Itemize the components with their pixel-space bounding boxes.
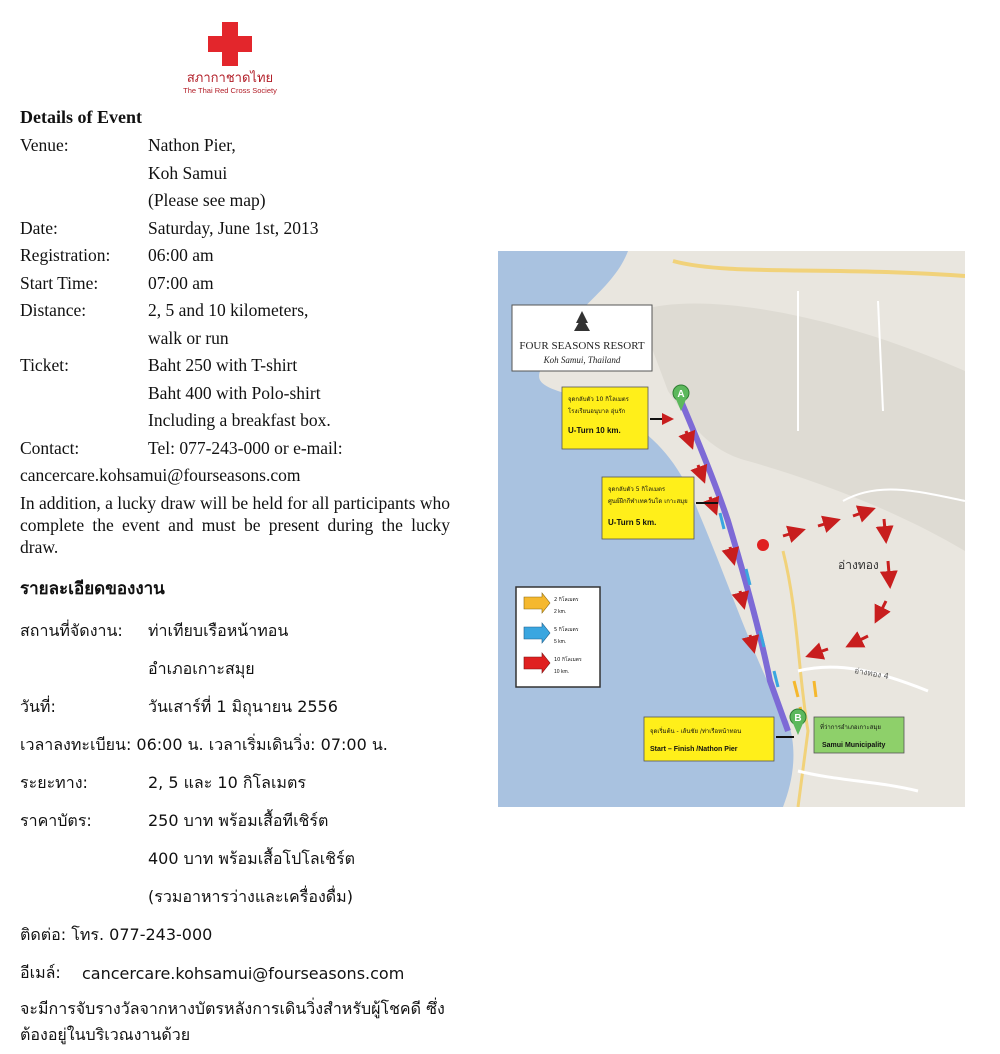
detail-value: 400 บาท พร้อมเสื้อโปโลเชิร์ต bbox=[148, 848, 355, 868]
detail-row bbox=[20, 650, 460, 688]
detail-row bbox=[20, 215, 450, 243]
uturn10-en: U-Turn 10 km. bbox=[568, 426, 621, 435]
detail-row bbox=[20, 325, 450, 353]
detail-label: Ticket: bbox=[20, 355, 69, 375]
uturn5-th1: จุดกลับตัว 5 กิโลเมตร bbox=[608, 486, 666, 493]
municipality-en: Samui Municipality bbox=[822, 742, 886, 749]
legend-5km-en: 5 km. bbox=[554, 639, 567, 645]
detail-label: ราคาบัตร: bbox=[20, 810, 92, 830]
uturn5-th2: ศูนย์ฝึกกีฬาเทควันโด เกาะสมุย bbox=[608, 498, 688, 505]
detail-value: ท่าเทียบเรือหน้าทอน bbox=[148, 620, 289, 640]
thai-title: รายละเอียดของงาน bbox=[20, 579, 165, 599]
detail-value: Koh Samui bbox=[148, 162, 228, 183]
route-map bbox=[498, 251, 965, 807]
town-label: อ่างทอง bbox=[838, 558, 879, 572]
detail-value: (Please see map) bbox=[148, 190, 266, 210]
detail-value: (รวมอาหารว่างและเครื่องดื่ม) bbox=[148, 886, 353, 906]
thai-registration-line: เวลาลงทะเบียน: 06:00 น. เวลาเริ่มเดินวิ่ง: 07:00 น. bbox=[20, 734, 388, 754]
detail-row bbox=[20, 297, 450, 325]
detail-label: Venue: bbox=[20, 135, 69, 155]
uturn5-en: U-Turn 5 km. bbox=[608, 518, 657, 527]
detail-label bbox=[20, 187, 148, 215]
detail-label bbox=[20, 380, 148, 408]
four-seasons-logo-box bbox=[512, 305, 652, 371]
municipality-th: ที่ว่าการอำเภอเกาะสมุย bbox=[820, 724, 881, 731]
map-legend bbox=[516, 587, 600, 687]
uturn10-th2: โรงเรียนอนุบาล อุ่นรัก bbox=[568, 408, 626, 415]
detail-label: Date: bbox=[20, 217, 58, 238]
red-cross-icon bbox=[208, 22, 252, 66]
detail-label: ระยะทาง: bbox=[20, 772, 88, 792]
municipality-box bbox=[814, 717, 904, 753]
road-label: อ่างทอง 4 bbox=[853, 666, 890, 682]
detail-value: 06:00 am bbox=[148, 245, 214, 265]
lucky-draw-note: In addition, a lucky draw will be held for all participants who complete the event and must be present during the lucky draw. bbox=[20, 492, 450, 557]
detail-label: Distance: bbox=[20, 300, 87, 320]
detail-row bbox=[20, 160, 450, 188]
detail-row bbox=[20, 132, 450, 160]
legend-10km-th: 10 กิโลเมตร bbox=[554, 657, 582, 663]
uturn-5km-box bbox=[602, 477, 694, 539]
detail-row bbox=[20, 270, 450, 298]
detail-row bbox=[20, 242, 450, 270]
detail-row bbox=[20, 187, 450, 215]
detail-row bbox=[20, 840, 460, 878]
detail-value: Including a breakfast box. bbox=[148, 410, 331, 430]
detail-label bbox=[20, 407, 148, 435]
detail-value: Tel: 077-243-000 or e-mail: bbox=[148, 437, 343, 458]
detail-row bbox=[20, 435, 450, 463]
detail-value: 2, 5 และ 10 กิโลเมตร bbox=[148, 772, 306, 792]
detail-label: Registration: bbox=[20, 245, 111, 265]
legend-2km-en: 2 km. bbox=[554, 609, 567, 615]
thai-contact-line: ติดต่อ: โทร. 077-243-000 bbox=[20, 924, 213, 944]
detail-row bbox=[20, 407, 450, 435]
detail-label: วันที่: bbox=[20, 696, 56, 716]
detail-value: Baht 250 with T-shirt bbox=[148, 355, 298, 375]
legend-2km-th: 2 กิโลเมตร bbox=[554, 597, 579, 603]
logo-thai-name: สภากาชาดไทย bbox=[186, 71, 274, 86]
taekwondo-marker-icon bbox=[757, 539, 769, 551]
detail-value: Baht 400 with Polo-shirt bbox=[148, 382, 321, 403]
uturn-10km-box bbox=[562, 387, 648, 449]
thai-email-label: อีเมล์: bbox=[20, 962, 61, 982]
thai-lucky-draw-note: จะมีการจับรางวัลจากหางบัตรหลังการเดินวิ่งสำหรับผู้โชคดี ซึ่งต้องอยู่ในบริเวณงานด้วย bbox=[20, 999, 445, 1044]
detail-row bbox=[20, 612, 460, 650]
detail-row bbox=[20, 878, 460, 916]
detail-value: 07:00 am bbox=[148, 272, 214, 293]
thai-red-cross-logo bbox=[170, 22, 290, 96]
english-details bbox=[20, 106, 450, 558]
detail-label bbox=[20, 325, 148, 353]
start-finish-box bbox=[644, 717, 774, 761]
uturn10-th1: จุดกลับตัว 10 กิโลเมตร bbox=[568, 396, 629, 403]
detail-label bbox=[20, 160, 148, 188]
detail-value: 2, 5 and 10 kilometers, bbox=[148, 300, 309, 320]
thai-email-row bbox=[20, 954, 460, 992]
detail-value: Saturday, June 1st, 2013 bbox=[148, 217, 319, 238]
logo-english-name: The Thai Red Cross Society bbox=[183, 86, 277, 95]
detail-row bbox=[20, 764, 460, 802]
marker-a-label: A bbox=[677, 389, 685, 400]
detail-value: วันเสาร์ที่ 1 มิถุนายน 2556 bbox=[148, 696, 338, 716]
marker-b-label: B bbox=[794, 713, 802, 724]
detail-row bbox=[20, 688, 460, 726]
thai-details bbox=[20, 576, 460, 1048]
detail-row bbox=[20, 802, 460, 840]
detail-value: อำเภอเกาะสมุย bbox=[148, 658, 255, 678]
resort-sub: Koh Samui, Thailand bbox=[543, 355, 621, 365]
detail-label: Start Time: bbox=[20, 272, 99, 293]
start-en: Start – Finish /Nathon Pier bbox=[650, 746, 738, 753]
detail-value: walk or run bbox=[148, 327, 229, 348]
resort-name: FOUR SEASONS RESORT bbox=[519, 340, 645, 352]
detail-label: Contact: bbox=[20, 437, 80, 458]
detail-value: 250 บาท พร้อมเสื้อทีเชิร์ต bbox=[148, 810, 329, 830]
detail-label: สถานที่จัดงาน: bbox=[20, 620, 123, 640]
contact-email: cancercare.kohsamui@fourseasons.com bbox=[20, 465, 301, 485]
detail-row bbox=[20, 380, 450, 408]
start-th: จุดเริ่มต้น - เส้นชัย /ท่าเรือหน้าทอน bbox=[650, 728, 742, 735]
legend-10km-en: 10 km. bbox=[554, 669, 570, 675]
thai-email-value: cancercare.kohsamui@fourseasons.com bbox=[82, 963, 405, 983]
legend-5km-th: 5 กิโลเมตร bbox=[554, 627, 579, 633]
detail-row bbox=[20, 352, 450, 380]
detail-value: Nathon Pier, bbox=[148, 135, 236, 155]
english-title: Details of Event bbox=[20, 107, 142, 127]
